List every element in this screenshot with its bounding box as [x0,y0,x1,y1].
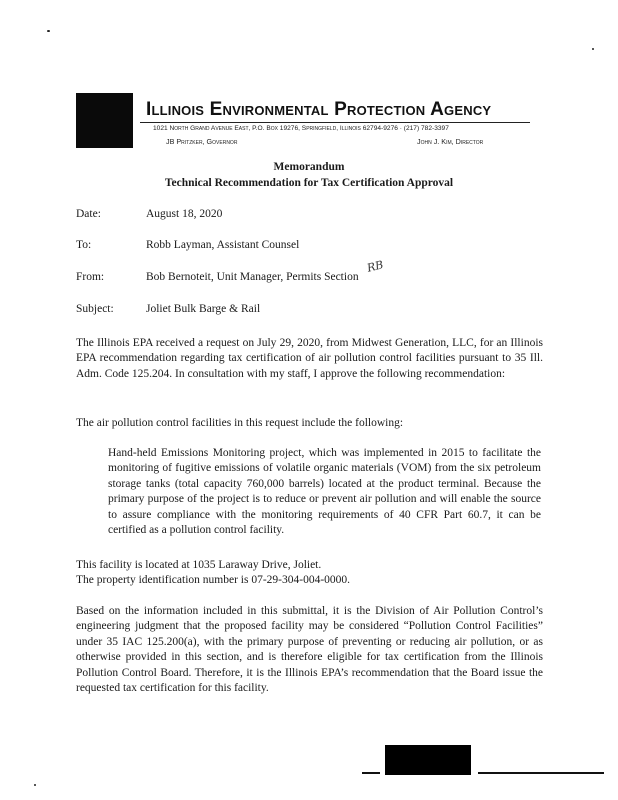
director-name: John J. Kim, Director [417,137,484,146]
header-rule [140,122,530,123]
agency-address: 1021 North Grand Avenue East, P.O. Box 19276, Springfield, Illinois 62794-9276 · (217) 782-3397 [153,125,449,132]
date-label: Date: [76,208,101,220]
from-value: Bob Bernoteit, Unit Manager, Permits Section [146,271,359,283]
governor-name: JB Pritzker, Governor [166,137,238,146]
agency-logo [76,93,133,148]
subject-label: Subject: [76,303,114,315]
memo-title: Memorandum [273,161,345,173]
memo-subtitle: Technical Recommendation for Tax Certification Approval [164,177,454,189]
property-line: The property identification number is 07-29-304-004-0000. [76,574,351,586]
indented-item: Hand-held Emissions Monitoring project, which was implemented in 2015 to facilitate the monitoring of fugitive emissions of volatile organic materials (VOM) from the six petroleum storage tanks (total capacity 760,000 barrels) located at the product terminal. Because the primary purpose of the project is to reduce or prevent air pollution and will enable the source to assure compliance with the monitoring requirements of 40 CFR Part 60.7, it can be certified as a pollution control facility. [108,447,541,537]
footer-rule-left [362,772,380,774]
scan-speck [592,48,594,50]
to-value: Robb Layman, Assistant Counsel [146,239,300,251]
from-label: From: [76,271,105,283]
to-label: To: [76,239,92,251]
handwritten-initials: RB [365,258,385,275]
body-paragraph-2: The air pollution control facilities in this request include the following: [76,417,404,429]
location-line: This facility is located at 1035 Laraway Drive, Joliet. [76,559,322,571]
agency-name: Illinois Environmental Protection Agency [146,99,492,120]
redaction-box [385,745,471,775]
date-value: August 18, 2020 [146,208,223,220]
body-paragraph-1: The Illinois EPA received a request on July 29, 2020, from Midwest Generation, LLC, for an Illinois EPA recommendation regarding tax certification of air pollution control facilities pursuant to 35 Ill. Adm. Code 125.204. In consultation with my staff, I approve the following recommendation: [76,337,543,380]
body-paragraph-3: Based on the information included in this submittal, it is the Division of Air Pollution Control’s engineering judgment that the proposed facility may be considered “Pollution Control Facilities” under 35 IAC 125.200(a), with the primary purpose of preventing or reducing air pollution, or as otherwise provided in this section, and is therefore eligible for tax certification from the Illinois Pollution Control Board. Therefore, it is the Illinois EPA’s recommendation that the Board issue the requested tax certification for this facility. [76,605,543,695]
scan-speck [34,784,36,786]
footer-rule-right [478,772,604,774]
subject-value: Joliet Bulk Barge & Rail [146,303,261,315]
scan-speck [47,30,50,32]
